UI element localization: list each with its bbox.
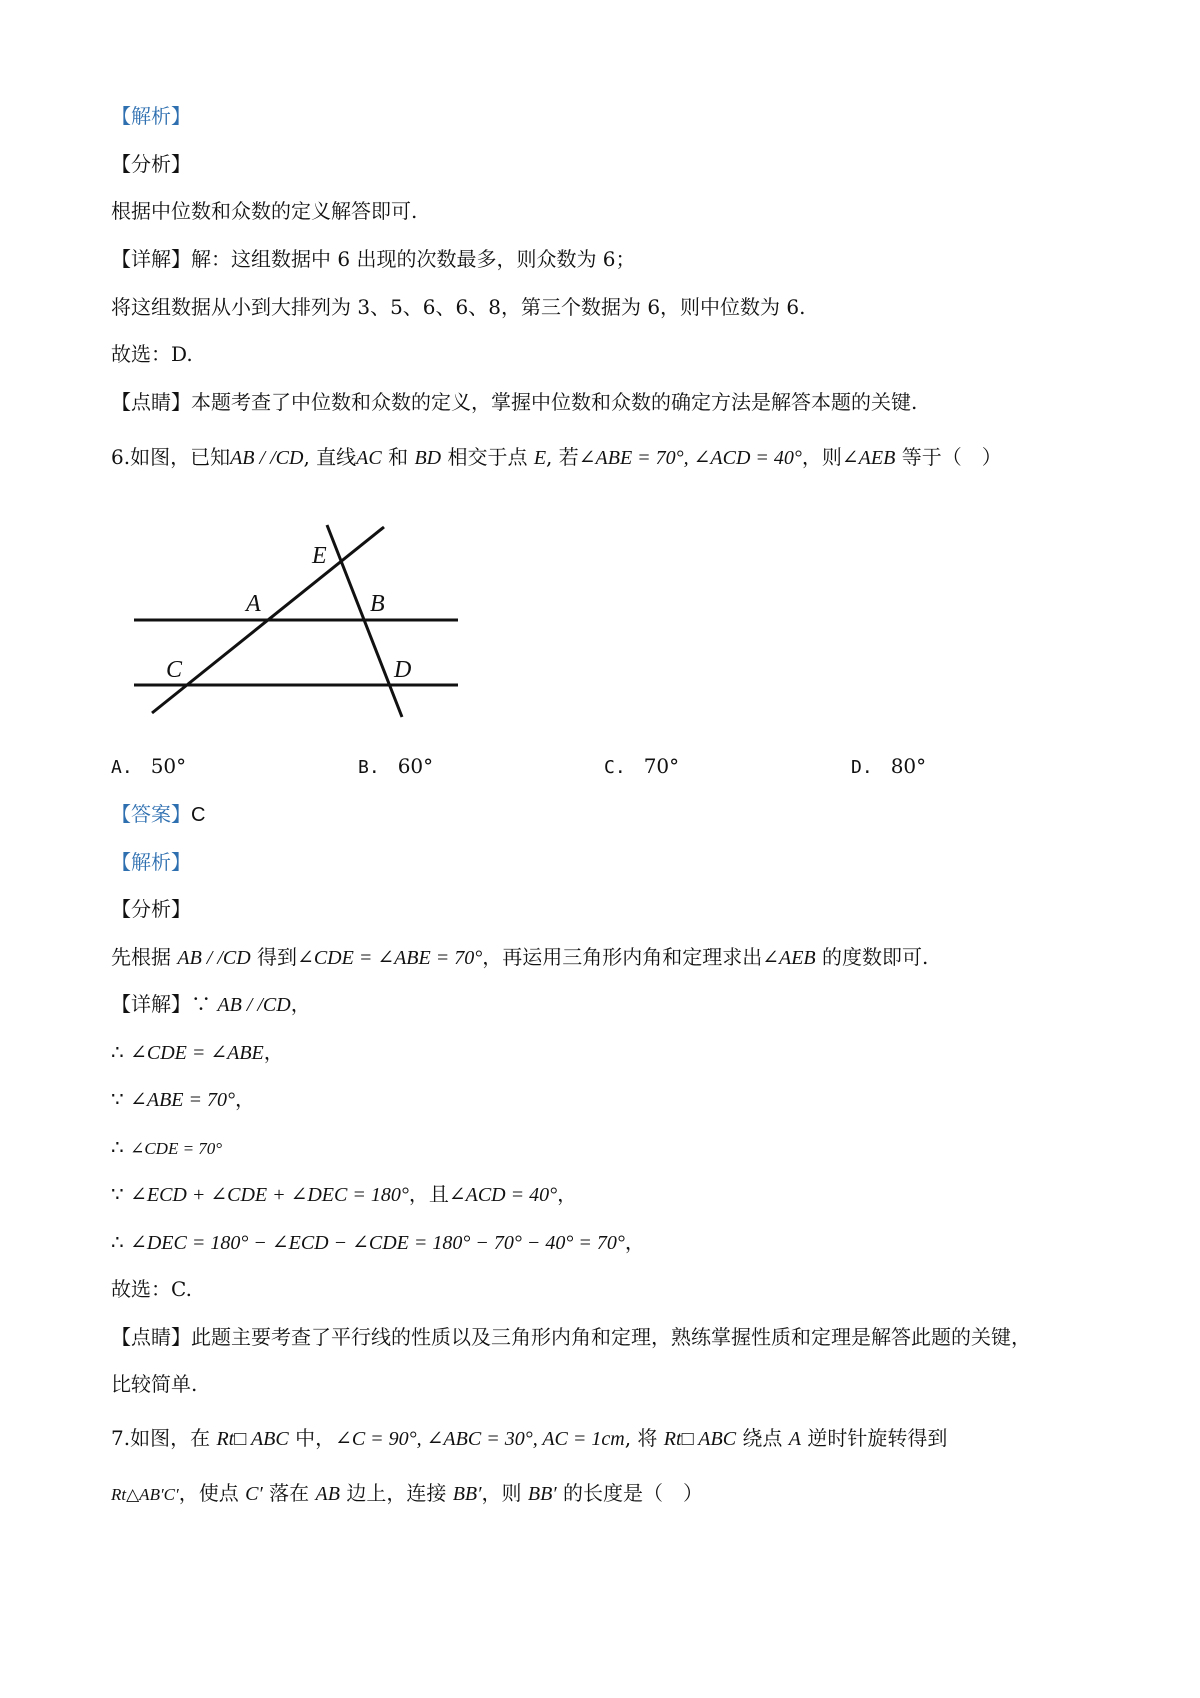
q6-dianjing-2: 比较简单. xyxy=(111,1372,198,1396)
option-b xyxy=(358,752,433,782)
q6-step3-a: ∵ xyxy=(111,1087,131,1111)
q6-stem-j: ∠ABE = 70°, ∠ACD = 40° xyxy=(578,447,802,469)
q6-step-1 xyxy=(111,990,1111,1019)
option-a-letter: A. xyxy=(111,757,133,778)
option-b-letter: B. xyxy=(358,757,380,778)
detail-line-2: 将这组数据从小到大排列为 3、5、6、6、8，第三个数据为 6，则中位数为 6. xyxy=(111,295,806,319)
q6-step-6 xyxy=(111,1228,1111,1257)
detail-text: 解：这组数据中 6 出现的次数最多，则众数为 6； xyxy=(191,247,636,271)
option-a xyxy=(111,752,186,782)
label-e: E xyxy=(312,543,327,569)
label-b: B xyxy=(370,591,385,617)
q7-stem-e: , 将 xyxy=(624,1426,664,1450)
label-c: C xyxy=(166,657,183,683)
fenxi-tag: 【分析】 xyxy=(111,152,191,176)
q6-step5-e: ， xyxy=(557,1182,578,1206)
q6-choice: 故选：C. xyxy=(111,1277,192,1301)
dianjing-tag: 【点睛】 xyxy=(111,390,191,414)
q6-step6-c: ， xyxy=(624,1230,645,1254)
q6-step-2 xyxy=(111,1038,1111,1067)
q6-fenxi-g: 的度数即可. xyxy=(815,945,929,969)
q6-fenxi-text xyxy=(111,943,1111,972)
q7-stem-c: 中， xyxy=(288,1426,336,1450)
q7-stem2-g: BB′ xyxy=(452,1483,482,1505)
q6-stem-e: 和 xyxy=(381,445,415,469)
answer-tag: 【答案】 xyxy=(111,802,191,826)
q7-stem-a: 7.如图，在 xyxy=(111,1426,217,1450)
q6-step5-d: ∠ACD = 40° xyxy=(448,1184,558,1206)
q6-step5-b: ∠ECD + ∠CDE + ∠DEC = 180° xyxy=(130,1184,409,1206)
q6-fenxi-tag: 【分析】 xyxy=(111,897,191,921)
q6-fenxi-b: AB / /CD xyxy=(177,947,251,969)
q6-step2-c: ， xyxy=(263,1040,284,1064)
q6-step4-b: ∠CDE = 70° xyxy=(130,1139,223,1158)
option-d-letter: D. xyxy=(851,757,873,778)
q6-stem-l: ∠AEB xyxy=(841,447,896,469)
q7-stem2-d: 落在 xyxy=(262,1481,316,1505)
q6-step-3 xyxy=(111,1085,1111,1114)
q7-stem-2 xyxy=(111,1479,1111,1509)
q7-stem-1 xyxy=(111,1424,1111,1453)
option-c xyxy=(604,752,679,782)
q6-dianjing-tag: 【点睛】 xyxy=(111,1325,191,1349)
q6-step6-a: ∴ xyxy=(111,1230,131,1254)
dianjing-text: 本题考查了中位数和众数的定义，掌握中位数和众数的确定方法是解答本题的关键. xyxy=(191,390,918,414)
dianjing-line xyxy=(111,388,1111,416)
q7-stem-d: ∠C = 90°, ∠ABC = 30°, AC = 1cm xyxy=(335,1428,625,1450)
q7-stem-i: 逆时针旋转得到 xyxy=(801,1426,948,1450)
q6-step5-a: ∵ xyxy=(111,1182,131,1206)
q6-stem-g: 相交于点 xyxy=(441,445,534,469)
q6-step5-c: ，且 xyxy=(408,1182,449,1206)
q7-stem-f: Rt□ ABC xyxy=(663,1428,737,1450)
q6-detail-tag: 【详解】 xyxy=(111,992,191,1016)
q7-stem2-b: ，使点 xyxy=(178,1481,246,1505)
q7-stem2-j: 的长度是（ ） xyxy=(556,1481,704,1505)
q6-fenxi-a: 先根据 xyxy=(111,945,178,969)
q7-stem2-e: AB xyxy=(315,1483,340,1505)
q7-stem-g: 绕点 xyxy=(736,1426,789,1450)
q6-stem-d: AC xyxy=(356,447,382,469)
q6-stem-c: , 直线 xyxy=(303,445,357,469)
q6-step2-b: ∠CDE = ∠ABE xyxy=(130,1042,264,1064)
q7-stem2-h: ，则 xyxy=(481,1481,528,1505)
q6-dianjing-text-1: 此题主要考查了平行线的性质以及三角形内角和定理，熟练掌握性质和定理是解答此题的关键， xyxy=(191,1325,1031,1349)
q6-stem-f: BD xyxy=(414,447,442,469)
q6-step-5 xyxy=(111,1180,1111,1209)
q6-fenxi-d: ∠CDE = ∠ABE = 70° xyxy=(297,947,483,969)
option-a-value: 50° xyxy=(150,754,187,778)
label-d: D xyxy=(394,657,412,683)
q6-step4-a: ∴ xyxy=(111,1135,131,1159)
q6-step3-b: ∠ABE = 70° xyxy=(130,1089,235,1111)
q6-stem-h: E xyxy=(533,447,547,469)
analysis-tag: 【解析】 xyxy=(111,104,191,128)
answer-value: C xyxy=(191,804,206,826)
q7-stem2-f: 边上，连接 xyxy=(339,1481,453,1505)
q6-fenxi-c: 得到 xyxy=(250,945,298,969)
q7-stem-b: Rt□ ABC xyxy=(216,1428,289,1450)
q6-stem-a: 6.如图，已知 xyxy=(111,445,231,469)
q6-step1-b: AB / /CD xyxy=(217,994,291,1016)
q6-stem-i: , 若 xyxy=(546,445,579,469)
q6-analysis-tag: 【解析】 xyxy=(111,850,191,874)
q7-stem-h: A xyxy=(788,1428,801,1450)
q7-stem2-c: C′ xyxy=(245,1483,263,1505)
fenxi-text: 根据中位数和众数的定义解答即可. xyxy=(111,199,418,223)
answer-line xyxy=(111,800,1111,829)
option-c-value: 70° xyxy=(643,754,680,778)
q6-dianjing-1 xyxy=(111,1323,1111,1351)
q6-stem-k: ，则 xyxy=(801,445,842,469)
detail-line-1 xyxy=(111,245,1111,273)
q6-fenxi-f: ∠AEB xyxy=(762,947,816,969)
option-c-letter: C. xyxy=(604,757,626,778)
q6-step1-a: ∵ xyxy=(191,992,218,1016)
choice-line: 故选：D. xyxy=(111,342,193,366)
q6-stem-b: AB / /CD xyxy=(230,447,304,469)
q6-step3-c: ， xyxy=(235,1087,255,1111)
q6-stem-m: 等于（ ） xyxy=(895,445,1002,469)
option-d xyxy=(851,752,926,782)
q6-stem xyxy=(111,443,1111,472)
q7-stem2-i: BB′ xyxy=(527,1483,557,1505)
option-d-value: 80° xyxy=(890,754,927,778)
detail-tag: 【详解】 xyxy=(111,247,191,271)
q6-step-4 xyxy=(111,1133,1111,1163)
q6-step2-a: ∴ xyxy=(111,1040,131,1064)
geometry-figure xyxy=(126,515,466,725)
q6-step1-c: ， xyxy=(290,992,311,1016)
option-b-value: 60° xyxy=(397,754,434,778)
q6-fenxi-e: ，再运用三角形内角和定理求出 xyxy=(482,945,763,969)
q6-step6-b: ∠DEC = 180° − ∠ECD − ∠CDE = 180° − 70° − 40° = 70° xyxy=(130,1232,625,1254)
q7-stem2-a: Rt△AB′C′ xyxy=(111,1485,179,1504)
label-a: A xyxy=(246,591,261,617)
